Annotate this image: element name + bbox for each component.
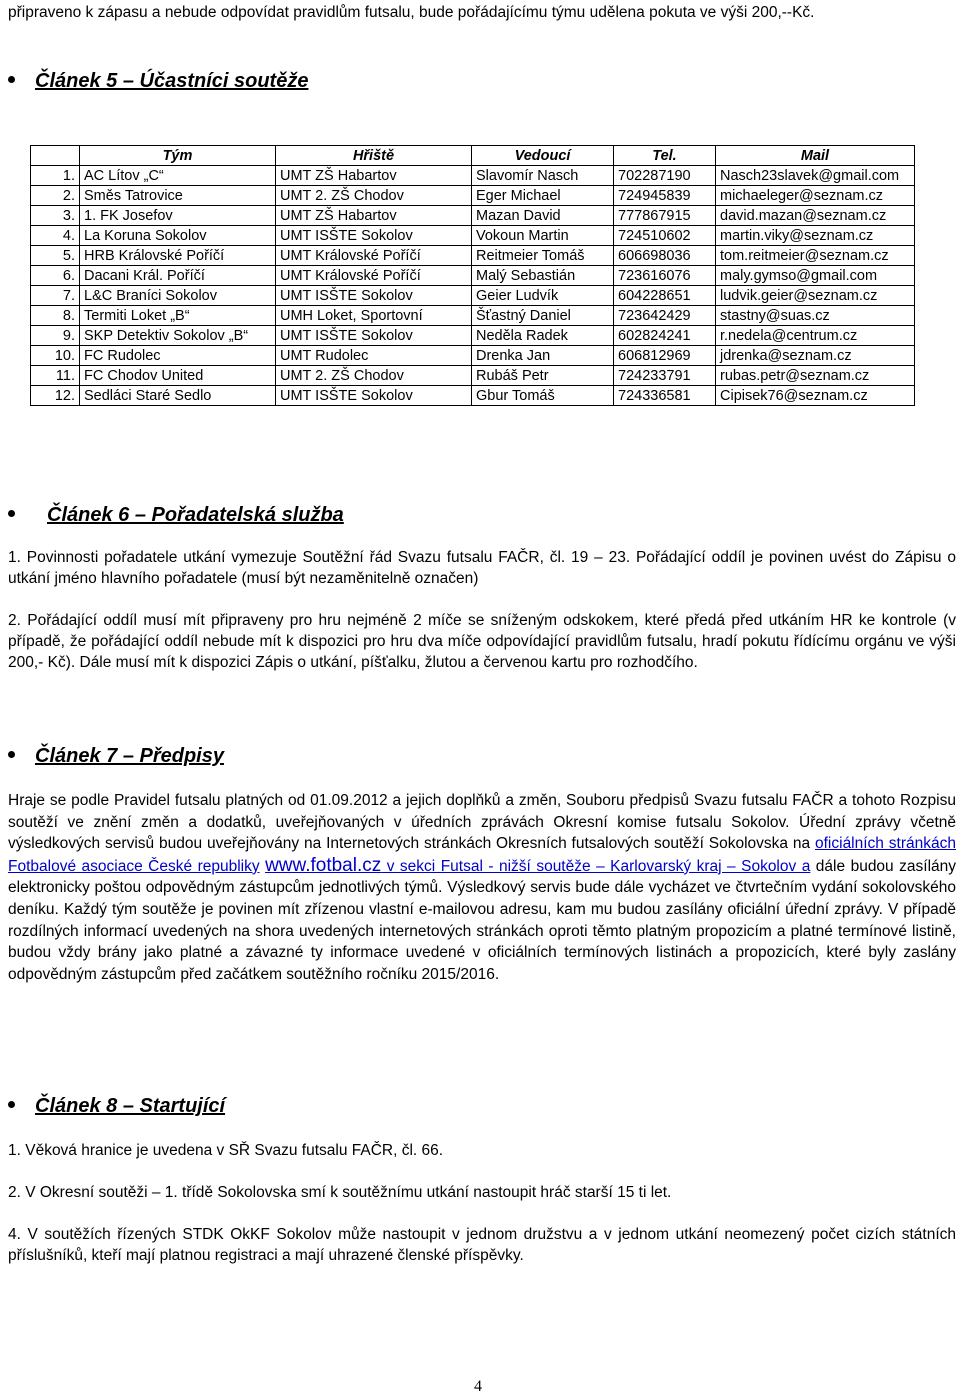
article6-paragraph-1: 1. Povinnosti pořadatele utkání vymezuje Soutěžní řád Svazu futsalu FAČR, čl. 19 – 23. Pořádající oddíl je povinen uvést do Zápisu o utkání jméno hlavního pořadatele (musí být nezaměnitelně označen)	[8, 549, 956, 587]
mail-address: tom.reitmeier@seznam.cz	[716, 246, 915, 266]
mail-address: michaeleger@seznam.cz	[716, 186, 915, 206]
field-name: UMT Královské Poříčí	[276, 246, 472, 266]
row-number: 8.	[31, 306, 80, 326]
futsal-section-link[interactable]: v sekci Futsal - nižší soutěže – Karlovarský kraj – Sokolov a	[381, 857, 811, 875]
header-field: Hřiště	[276, 146, 472, 166]
team-name: FC Rudolec	[80, 346, 276, 366]
table-row	[31, 186, 915, 206]
phone-number: 724510602	[614, 226, 716, 246]
fotbal-cz-link[interactable]: www.fotbal.cz	[265, 854, 382, 876]
field-name: UMT ZŠ Habartov	[276, 166, 472, 186]
header-number	[31, 146, 80, 166]
team-name: Termiti Loket „B“	[80, 306, 276, 326]
table-row	[31, 266, 915, 286]
article7-text-a: Hraje se podle Pravidel futsalu platných od 01.09.2012 a jejich doplňků a změn, Souboru předpisů Svazu futsalu FAČR a tohoto Rozpisu soutěží ve znění změn a dodatků, uveřejňovaných v úředních zprávách Okresní komise futsalu Sokolov. Úřední zprávy včetně výsledkových servisů budou uveřejňovány na Internetových stránkách Okresních futsalových soutěží Sokolovska na	[8, 792, 956, 853]
manager-name: Slavomír Nasch	[472, 166, 614, 186]
teams-table-header	[31, 146, 915, 166]
field-name: UMT Královské Poříčí	[276, 266, 472, 286]
table-row	[31, 306, 915, 326]
manager-name: Vokoun Martin	[472, 226, 614, 246]
phone-number: 606698036	[614, 246, 716, 266]
mail-address: Nasch23slavek@gmail.com	[716, 166, 915, 186]
field-name: UMT Rudolec	[276, 346, 472, 366]
header-manager: Vedoucí	[472, 146, 614, 166]
article7-paragraph	[8, 790, 956, 985]
team-name: Dacani Král. Poříčí	[80, 266, 276, 286]
phone-number: 606812969	[614, 346, 716, 366]
team-name: FC Chodov United	[80, 366, 276, 386]
mail-address: jdrenka@seznam.cz	[716, 346, 915, 366]
teams-table	[30, 145, 915, 406]
field-name: UMT ISŠTE Sokolov	[276, 386, 472, 406]
row-number: 3.	[31, 206, 80, 226]
header-mail: Mail	[716, 146, 915, 166]
article8-heading	[8, 1095, 225, 1119]
phone-number: 602824241	[614, 326, 716, 346]
row-number: 12.	[31, 386, 80, 406]
article8-item-2: 2. V Okresní soutěži – 1. třídě Sokolovska smí k soutěžnímu utkání nastoupit hráč starší 15 ti let.	[8, 1184, 672, 1201]
manager-name: Drenka Jan	[472, 346, 614, 366]
phone-number: 604228651	[614, 286, 716, 306]
article5-heading-text: Článek 5 – Účastníci soutěže	[35, 70, 309, 92]
mail-address: martin.viky@seznam.cz	[716, 226, 915, 246]
manager-name: Rubáš Petr	[472, 366, 614, 386]
field-name: UMT ISŠTE Sokolov	[276, 286, 472, 306]
header-team: Tým	[80, 146, 276, 166]
bullet-icon	[8, 76, 15, 83]
header-phone: Tel.	[614, 146, 716, 166]
article6-heading	[8, 504, 344, 528]
phone-number: 723616076	[614, 266, 716, 286]
row-number: 11.	[31, 366, 80, 386]
mail-address: rubas.petr@seznam.cz	[716, 366, 915, 386]
top-paragraph: připraveno k zápasu a nebude odpovídat pravidlům futsalu, bude pořádajícímu týmu udělena pokuta ve výši 200,--Kč.	[8, 4, 815, 21]
field-name: UMT 2. ZŠ Chodov	[276, 366, 472, 386]
article7-heading	[8, 745, 224, 769]
row-number: 9.	[31, 326, 80, 346]
manager-name: Reitmeier Tomáš	[472, 246, 614, 266]
phone-number: 723642429	[614, 306, 716, 326]
table-row	[31, 226, 915, 246]
table-row	[31, 326, 915, 346]
article7-text-b: dále budou zasílány elektronicky poštou odpovědným zástupcům jednotlivých týmů. Výsledkový servis bude dále vycházet ve čtvrtečním vydání sokolovského deníku. Každý tým soutěže je povinen mít zřízenou vlastní e-mailovou adresu, kam mu budou zasílány oficiální úřední zprávy. V případě rozdílných informací uvedených na shora uvedených internetových stránkách oproti těmto platným propozicím a platné termínové listině, budou vždy brány jako platné a závazné ty informace uvedené v oficiálních termínových listinách a propozicích, které byly zaslány odpovědným zástupcům před začátkem soutěžního ročníku 2015/2016.	[8, 857, 957, 983]
row-number: 1.	[31, 166, 80, 186]
article5-heading	[8, 70, 308, 94]
mail-address: r.nedela@centrum.cz	[716, 326, 915, 346]
mail-address: david.mazan@seznam.cz	[716, 206, 915, 226]
article7-heading-text: Článek 7 – Předpisy	[35, 745, 224, 767]
article8-item-3: 4. V soutěžích řízených STDK OkKF Sokolov může nastoupit v jednom družstvu a v jednom utkání neomezený počet cizích státních příslušníků, kteří mají platnou registraci a mají uhrazené členské příspěvky.	[8, 1226, 956, 1264]
team-name: Sedláci Staré Sedlo	[80, 386, 276, 406]
row-number: 2.	[31, 186, 80, 206]
manager-name: Eger Michael	[472, 186, 614, 206]
row-number: 4.	[31, 226, 80, 246]
bullet-icon	[8, 1101, 15, 1108]
table-row	[31, 386, 915, 406]
team-name: HRB Královské Poříčí	[80, 246, 276, 266]
phone-number: 724336581	[614, 386, 716, 406]
row-number: 10.	[31, 346, 80, 366]
mail-address: Cipisek76@seznam.cz	[716, 386, 915, 406]
manager-name: Šťastný Daniel	[472, 306, 614, 326]
bullet-icon	[8, 510, 15, 517]
fotbal-association-link[interactable]: oficiálních stránkách Fotbalové asociace České republiky	[8, 835, 956, 875]
team-name: AC Lítov „C“	[80, 166, 276, 186]
team-name: La Koruna Sokolov	[80, 226, 276, 246]
row-number: 5.	[31, 246, 80, 266]
table-row	[31, 166, 915, 186]
field-name: UMT ISŠTE Sokolov	[276, 326, 472, 346]
manager-name: Mazan David	[472, 206, 614, 226]
manager-name: Neděla Radek	[472, 326, 614, 346]
table-row	[31, 206, 915, 226]
team-name: L&C Braníci Sokolov	[80, 286, 276, 306]
table-row	[31, 286, 915, 306]
phone-number: 702287190	[614, 166, 716, 186]
row-number: 6.	[31, 266, 80, 286]
table-row	[31, 346, 915, 366]
field-name: UMH Loket, Sportovní	[276, 306, 472, 326]
phone-number: 777867915	[614, 206, 716, 226]
table-row	[31, 366, 915, 386]
team-name: 1. FK Josefov	[80, 206, 276, 226]
team-name: Směs Tatrovice	[80, 186, 276, 206]
row-number: 7.	[31, 286, 80, 306]
bullet-icon	[8, 751, 15, 758]
mail-address: stastny@suas.cz	[716, 306, 915, 326]
field-name: UMT ISŠTE Sokolov	[276, 226, 472, 246]
manager-name: Geier Ludvík	[472, 286, 614, 306]
table-row	[31, 246, 915, 266]
mail-address: maly.gymso@gmail.com	[716, 266, 915, 286]
article8-heading-text: Článek 8 – Startující	[35, 1095, 226, 1117]
manager-name: Gbur Tomáš	[472, 386, 614, 406]
page-number: 4	[474, 1378, 482, 1395]
field-name: UMT 2. ZŠ Chodov	[276, 186, 472, 206]
article6-heading-text: Článek 6 – Pořadatelská služba	[47, 504, 344, 526]
article8-item-1: 1. Věková hranice je uvedena v SŘ Svazu futsalu FAČR, čl. 66.	[8, 1142, 444, 1159]
phone-number: 724233791	[614, 366, 716, 386]
phone-number: 724945839	[614, 186, 716, 206]
field-name: UMT ZŠ Habartov	[276, 206, 472, 226]
manager-name: Malý Sebastián	[472, 266, 614, 286]
mail-address: ludvik.geier@seznam.cz	[716, 286, 915, 306]
article6-paragraph-2: 2. Pořádající oddíl musí mít připraveny pro hru nejméně 2 míče se sníženým odskokem, které předá před utkáním HR ke kontrole (v případě, že pořádající oddíl nebude mít k dispozici pro hru dva míče odpovídající pravidlům futsalu, hradí pokutu řídícímu orgánu ve výši 200,- Kč). Dále musí mít k dispozici Zápis o utkání, píšťalku, žlutou a červenou kartu pro rozhodčího.	[8, 612, 956, 671]
team-name: SKP Detektiv Sokolov „B“	[80, 326, 276, 346]
